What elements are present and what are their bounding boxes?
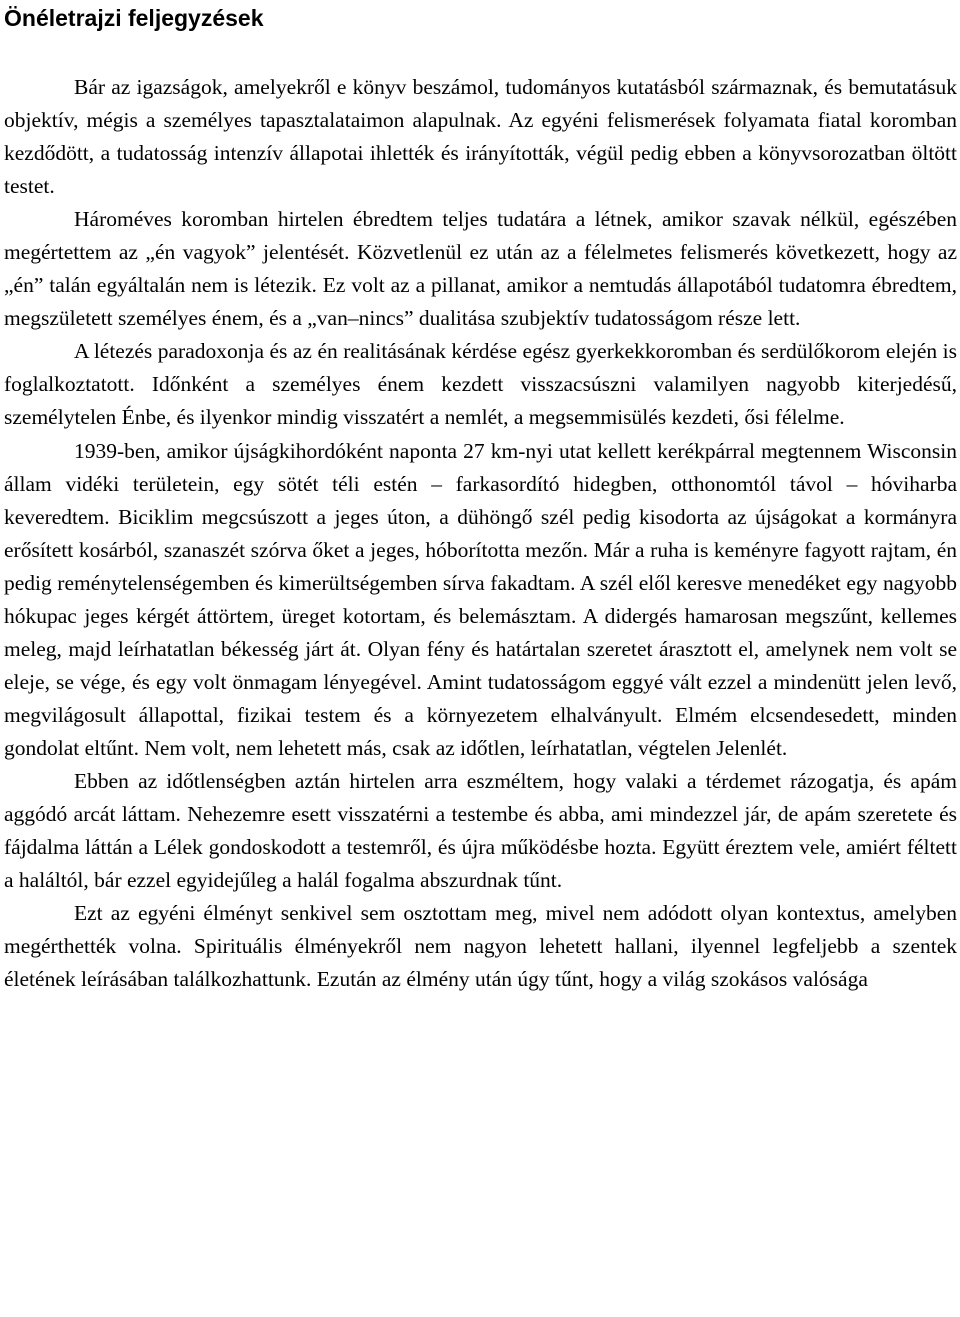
document-body	[4, 71, 957, 996]
paragraph: Hároméves koromban hirtelen ébredtem teljes tudatára a létnek, amikor szavak nélkül, egészében megértettem az „én vagyok” jelentését. Közvetlenül ez után az a félelmetes felismerés következett, hogy az „én” talán egyáltalán nem is létezik. Ez volt az a pillanat, amikor a nemtudás állapotából tudatomra ébredtem, megszületett személyes énem, és a „van–nincs” dualitása szubjektív tudatosságom része lett.	[4, 207, 957, 331]
paragraph: 1939-ben, amikor újságkihordóként naponta 27 km-nyi utat kellett kerékpárral megtennem Wisconsin állam vidéki területein, egy sötét téli estén – farkasordító hidegben, otthonomtól távol – hóviharba keveredtem. Biciklim megcsúszott a jeges úton, a dühöngő szél pedig kisodorta az újságokat a kormányra erősített kosárból, szanaszét szórva őket a jeges, hóborította mezőn. Már a ruha is keményre fagyott rajtam, én pedig reménytelenségemben és kimerültségemben sírva fakadtam. A szél elől keresve menedéket egy nagyobb hókupac jeges kérgét áttörtem, üreget kotortam, és belemásztam. A didergés hamarosan megszűnt, kellemes meleg, majd leírhatatlan békesség járt át. Olyan fény és határtalan szeretet árasztott el, amelynek nem volt se eleje, se vége, és egy volt önmagam lényegével. Amint tudatosságom eggyé vált ezzel a mindenütt jelen levő, megvilágosult állapottal, fizikai testem és a környezetem elhalványult. Elmém elcsendesedett, minden gondolat eltűnt. Nem volt, nem lehetett más, csak az időtlen, leírhatatlan, végtelen Jelenlét.	[4, 438, 957, 760]
paragraph: A létezés paradoxonja és az én realitásának kérdése egész gyerkekkoromban és serdülőkorom elején is foglalkoztatott. Időnként a személyes énem kezdett visszacsúszni valamilyen nagyobb kiterjedésű, személytelen Énbe, és ilyenkor mindig visszatért a nemlét, a megsemmisülés kezdeti, ősi félelme.	[4, 339, 957, 430]
paragraph: Bár az igazságok, amelyekről e könyv beszámol, tudományos kutatásból származnak, és bemutatásuk objektív, mégis a személyes tapasztalataimon alapulnak. Az egyéni felismerések folyamata fiatal koromban kezdődött, a tudatosság intenzív állapotai ihlették és irányították, végül pedig ebben a könyvsorozatban öltött testet.	[4, 75, 957, 199]
document-title: Önéletrajzi feljegyzések	[4, 5, 264, 31]
paragraph: Ebben az időtlenségben aztán hirtelen arra eszméltem, hogy valaki a térdemet rázogatja, és apám aggódó arcát láttam. Nehezemre esett visszatérni a testembe és abba, ami mindezzel jár, de apám szeretete és fájdalma láttán a Lélek gondoskodott a testemről, és újra működésbe hozta. Együtt éreztem vele, amiért féltett a haláltól, bár ezzel egyidejűleg a halál fogalma abszurdnak tűnt.	[4, 768, 957, 893]
paragraph: Ezt az egyéni élményt senkivel sem osztottam meg, mivel nem adódott olyan kontextus, amelyben megérthették volna. Spirituális élményekről nem nagyon lehetett hallani, ilyennel legfeljebb a szentek életének leírásában találkozhattunk. Ezután az élmény után úgy tűnt, hogy a világ szokásos valósága	[4, 901, 957, 992]
